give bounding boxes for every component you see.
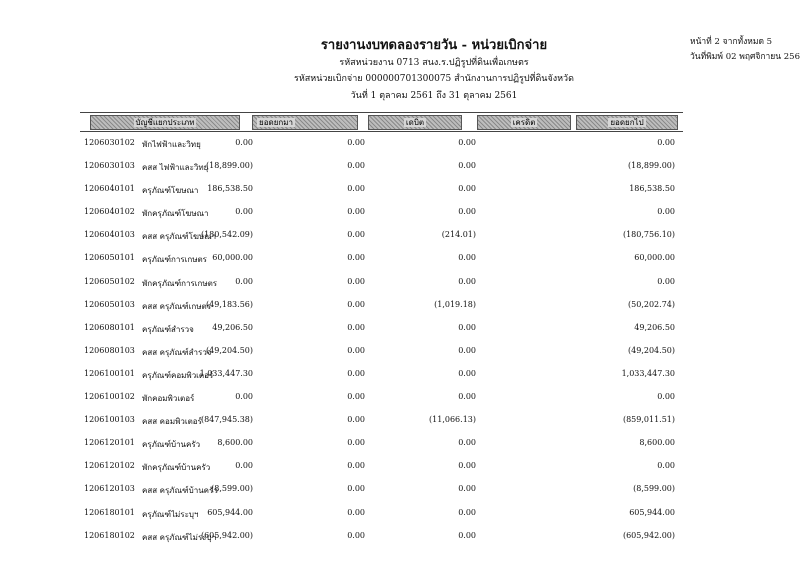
debit-value: 0.00 [347, 299, 365, 309]
table-row [80, 271, 683, 294]
table-row [80, 224, 683, 247]
brought-forward-value: (605,942.00) [200, 530, 253, 540]
credit-value: (214.01) [441, 230, 476, 240]
account-code: 1206180101 [84, 507, 135, 517]
debit-value: 0.00 [347, 507, 365, 517]
column-header-carried-forward: ยอดยกไป [576, 115, 678, 130]
carried-forward-value: 0.00 [657, 461, 675, 471]
table-row [80, 155, 683, 178]
brought-forward-value: (18,899.00) [206, 161, 253, 171]
account-code: 1206080103 [84, 345, 135, 355]
table-body [80, 132, 683, 548]
brought-forward-value: 49,206.50 [212, 322, 253, 332]
account-name: คสส คอมพิวเตอร์ [142, 417, 202, 427]
debit-value: 0.00 [347, 184, 365, 194]
brought-forward-value: 0.00 [235, 461, 253, 471]
debit-value: 0.00 [347, 461, 365, 471]
carried-forward-value: (49,204.50) [628, 345, 675, 355]
credit-value: (11,066.13) [429, 415, 476, 425]
debit-value: 0.00 [347, 392, 365, 402]
account-name: คสส ไฟฟ้าและวิทยุ [142, 163, 209, 173]
brought-forward-value: 0.00 [235, 138, 253, 147]
brought-forward-value: (180,542.09) [200, 230, 253, 240]
account-name: ครุภัณฑ์ไม่ระบุฯ [142, 509, 199, 519]
debit-value: 0.00 [347, 276, 365, 286]
column-header-credit: เครดิต [477, 115, 571, 130]
agency-line: รหัสหน่วยงาน 0713 สนง.ร.ปฏิรูปที่ดินเพื่อเกษตร [339, 58, 529, 68]
account-name: ครุภัณฑ์บ้านครัว [142, 440, 201, 450]
table-row [80, 317, 683, 340]
carried-forward-value: 0.00 [657, 207, 675, 217]
report-title: รายงานงบทดลองรายวัน - หน่วยเบิกจ่าย [320, 38, 548, 53]
account-code: 1206100103 [84, 415, 135, 425]
brought-forward-value: (49,204.50) [206, 345, 253, 355]
account-name: พักครุภัณฑ์โฆษณา [142, 209, 209, 219]
account-code: 1206050101 [84, 253, 135, 263]
credit-value: 0.00 [458, 507, 476, 517]
credit-value: 0.00 [458, 530, 476, 540]
print-date: วันที่พิมพ์ 02 พฤศจิกายน 256 [690, 52, 800, 62]
account-code: 1206120103 [84, 484, 135, 494]
carried-forward-value: (50,202.74) [628, 299, 675, 309]
account-name: พักครุภัณฑ์บ้านครัว [142, 463, 211, 473]
account-name: พักไฟฟ้าและวิทยุ [142, 140, 201, 149]
table-row [80, 178, 683, 201]
table-header [80, 112, 683, 132]
table-row [80, 247, 683, 270]
carried-forward-value: 0.00 [657, 392, 675, 402]
debit-value: 0.00 [347, 438, 365, 448]
account-name: คสส ครุภัณฑ์เกษตร [142, 301, 211, 311]
account-code: 1206100101 [84, 368, 135, 378]
brought-forward-value: 60,000.00 [212, 253, 253, 263]
account-code: 1206120101 [84, 438, 135, 448]
account-name: คสส ครุภัณฑ์บ้านครัว [142, 486, 218, 496]
brought-forward-value: 605,944.00 [207, 507, 253, 517]
table-row [80, 502, 683, 525]
table-row [80, 478, 683, 501]
credit-value: 0.00 [458, 138, 476, 147]
trial-balance-table [80, 112, 683, 548]
credit-value: 0.00 [458, 253, 476, 263]
brought-forward-value: (49,183.56) [206, 299, 253, 309]
account-name: คสส ครุภัณฑ์สำรวจ [142, 347, 212, 357]
account-name: พักคอมพิวเตอร์ [142, 394, 195, 404]
table-row [80, 201, 683, 224]
table-row [80, 363, 683, 386]
debit-value: 0.00 [347, 207, 365, 217]
account-code: 1206050103 [84, 299, 135, 309]
account-code: 1206180102 [84, 530, 135, 540]
debit-value: 0.00 [347, 230, 365, 240]
table-row [80, 340, 683, 363]
carried-forward-value: 1,033,447.30 [621, 368, 675, 378]
brought-forward-value: 1,033,447.30 [199, 368, 253, 378]
table-row [80, 294, 683, 317]
credit-value: 0.00 [458, 207, 476, 217]
carried-forward-value: 0.00 [657, 276, 675, 286]
account-name: ครุภัณฑ์โฆษณา [142, 186, 199, 196]
table-row [80, 525, 683, 548]
account-code: 1206050102 [84, 276, 135, 286]
account-name: คสส ครุภัณฑ์โฆษณา [142, 232, 217, 242]
brought-forward-value: (847,945.38) [200, 415, 253, 425]
account-name: ครุภัณฑ์การเกษตร [142, 255, 207, 265]
carried-forward-value: (18,899.00) [628, 161, 675, 171]
carried-forward-value: 0.00 [657, 138, 675, 147]
table-row [80, 409, 683, 432]
account-name: คสส ครุภัณฑ์ไม่ระบุฯ [142, 532, 217, 542]
credit-value: 0.00 [458, 438, 476, 448]
table-row [80, 432, 683, 455]
debit-value: 0.00 [347, 484, 365, 494]
carried-forward-value: (8,599.00) [633, 484, 675, 494]
carried-forward-value: (859,011.51) [622, 415, 675, 425]
credit-value: 0.00 [458, 461, 476, 471]
debit-value: 0.00 [347, 138, 365, 147]
account-code: 1206030102 [84, 138, 135, 147]
column-header-debit: เดบิต [368, 115, 462, 130]
account-name: ครุภัณฑ์คอมพิวเตอร์ [142, 370, 214, 380]
debit-value: 0.00 [347, 253, 365, 263]
table-row [80, 132, 683, 155]
account-code: 1206040102 [84, 207, 135, 217]
table-row [80, 386, 683, 409]
account-code: 1206120102 [84, 461, 135, 471]
brought-forward-value: 8,600.00 [217, 438, 253, 448]
brought-forward-value: 0.00 [235, 276, 253, 286]
carried-forward-value: 605,944.00 [629, 507, 675, 517]
account-code: 1206030103 [84, 161, 135, 171]
brought-forward-value: (8,599.00) [211, 484, 253, 494]
carried-forward-value: 49,206.50 [634, 322, 675, 332]
credit-value: (1,019.18) [434, 299, 476, 309]
credit-value: 0.00 [458, 368, 476, 378]
brought-forward-value: 0.00 [235, 207, 253, 217]
credit-value: 0.00 [458, 345, 476, 355]
page-info: หน้าที่ 2 จากทั้งหมด 5 [690, 37, 773, 47]
debit-value: 0.00 [347, 415, 365, 425]
credit-value: 0.00 [458, 161, 476, 171]
account-name: พักครุภัณฑ์การเกษตร [142, 278, 218, 288]
carried-forward-value: (180,756.10) [622, 230, 675, 240]
credit-value: 0.00 [458, 322, 476, 332]
column-header-brought-forward: ยอดยกมา [252, 115, 358, 130]
debit-value: 0.00 [347, 345, 365, 355]
account-code: 1206080101 [84, 322, 135, 332]
carried-forward-value: 186,538.50 [629, 184, 675, 194]
debit-value: 0.00 [347, 322, 365, 332]
account-code: 1206040103 [84, 230, 135, 240]
disbursing-unit-line: รหัสหน่วยเบิกจ่าย 000000701300075 สำนักงานการปฏิรูปที่ดินจังหวัด [294, 74, 574, 84]
carried-forward-value: 60,000.00 [634, 253, 675, 263]
credit-value: 0.00 [458, 392, 476, 402]
credit-value: 0.00 [458, 184, 476, 194]
brought-forward-value: 0.00 [235, 392, 253, 402]
debit-value: 0.00 [347, 368, 365, 378]
account-code: 1206100102 [84, 392, 135, 402]
brought-forward-value: 186,538.50 [207, 184, 253, 194]
credit-value: 0.00 [458, 484, 476, 494]
date-range: วันที่ 1 ตุลาคม 2561 ถึง 31 ตุลาคม 2561 [350, 91, 518, 101]
account-name: ครุภัณฑ์สำรวจ [142, 324, 194, 334]
column-header-account: บัญชีแยกประเภท [90, 115, 240, 130]
credit-value: 0.00 [458, 276, 476, 286]
debit-value: 0.00 [347, 530, 365, 540]
account-code: 1206040101 [84, 184, 135, 194]
debit-value: 0.00 [347, 161, 365, 171]
table-row [80, 455, 683, 478]
carried-forward-value: 8,600.00 [639, 438, 675, 448]
carried-forward-value: (605,942.00) [622, 530, 675, 540]
